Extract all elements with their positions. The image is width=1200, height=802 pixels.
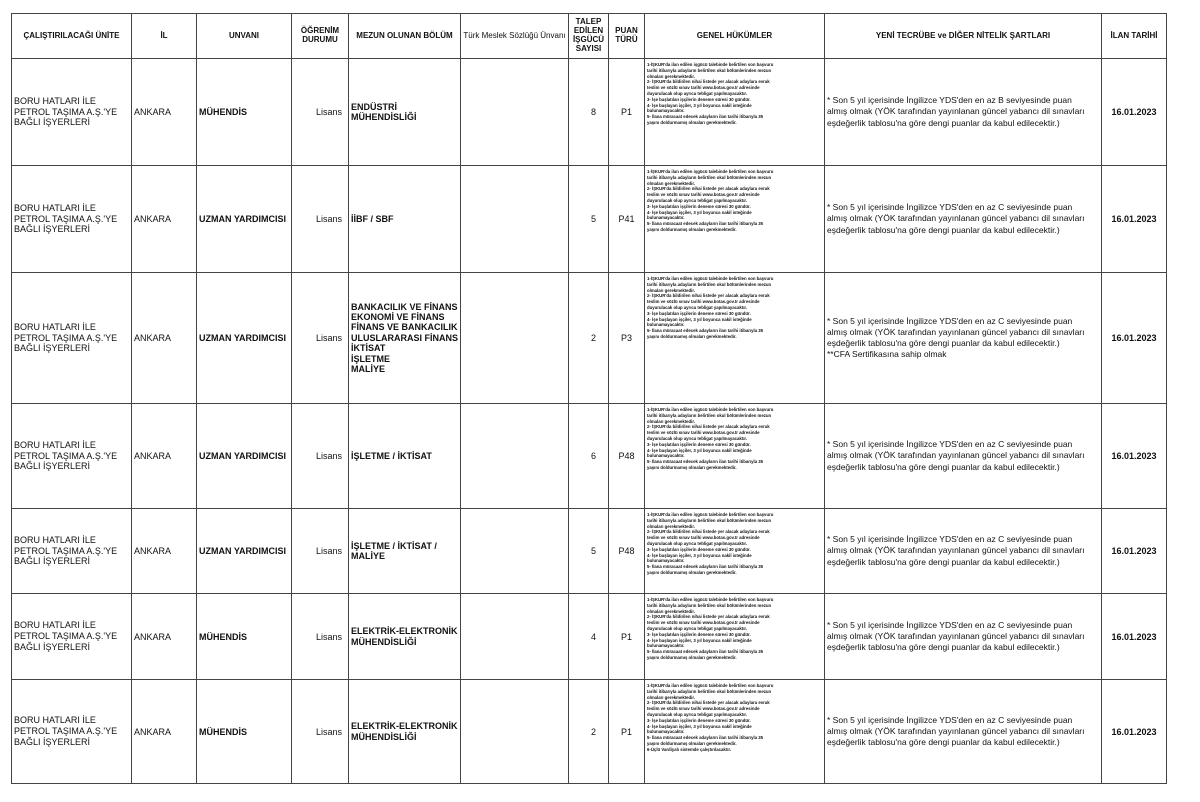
cell-meslek-sozlugu xyxy=(461,594,569,680)
cell-bolum: İİBF / SBF xyxy=(349,166,461,273)
table-row xyxy=(12,59,1167,166)
cell-talep: 5 xyxy=(569,509,609,594)
cell-puan: P41 xyxy=(609,166,645,273)
cell-puan: P48 xyxy=(609,509,645,594)
cell-bolum: BANKACILIK VE FİNANS EKONOMİ VE FİNANS FİNANS VE BANKACILIK ULUSLARARASI FİNANS İKTİSAT İŞLETME MALİYE xyxy=(349,273,461,404)
cell-talep: 6 xyxy=(569,404,609,509)
cell-yeni: * Son 5 yıl içerisinde İngilizce YDS'den en az C seviyesinde puan almış olmak (YÖK tarafından yayınlanan güncel yabancı dil sınavları eşdeğerlik tablosu'na göre dengi puanlar da kabul edilecektir.) xyxy=(825,404,1102,509)
cell-ogrenim: Lisans xyxy=(292,509,349,594)
cell-tarih: 16.01.2023 xyxy=(1102,404,1167,509)
cell-meslek-sozlugu xyxy=(461,509,569,594)
header-il: İL xyxy=(132,14,197,59)
cell-meslek-sozlugu xyxy=(461,273,569,404)
cell-tarih: 16.01.2023 xyxy=(1102,59,1167,166)
cell-unite: BORU HATLARI İLE PETROL TAŞIMA A.Ş.'YE BAĞLI İŞYERLERİ xyxy=(12,404,132,509)
cell-genel: 1-İŞKUR'da ilan edilen işgücü talebinde belirtilen son başvuru tarihi itibarıyla adayların belirtilen okul bölümlerinden mezun olmaları gerekmektedir. 2- İŞKUR'da bildirilen nihai listede yer alacak adaylara evrak teslim ve sözlü sınav tarihi www.botas.gov.tr adresinde duyurulacak olup ayrıca tebligat yapılmayacaktır. 3- İşe başlatılan işçilerin deneme süresi 30 gündür. 4- İşe başlayan işçiler, 3 yıl boyunca nakil isteğinde bulunamayacaktır. 5- İlana müracaat edecek adayların ilan tarihi itibarıyla 35 yaşını doldurmamış olmaları gerekmektedir. xyxy=(645,404,825,509)
cell-puan: P3 xyxy=(609,273,645,404)
cell-yeni: * Son 5 yıl içerisinde İngilizce YDS'den en az C seviyesinde puan almış olmak (YÖK tarafından yayınlanan güncel yabancı dil sınavları eşdeğerlik tablosu'na göre dengi puanlar da kabul edilecektir.) xyxy=(825,166,1102,273)
cell-talep: 4 xyxy=(569,594,609,680)
cell-bolum: ELEKTRİK-ELEKTRONİK MÜHENDİSLİĞİ xyxy=(349,680,461,784)
cell-bolum: İŞLETME / İKTİSAT / MALİYE xyxy=(349,509,461,594)
cell-genel: 1-İŞKUR'da ilan edilen işgücü talebinde belirtilen son başvuru tarihi itibarıyla adayların belirtilen okul bölümlerinden mezun olmaları gerekmektedir. 2- İŞKUR'da bildirilen nihai listede yer alacak adaylara evrak teslim ve sözlü sınav tarihi www.botas.gov.tr adresinde duyurulacak olup ayrıca tebligat yapılmayacaktır. 3- İşe başlatılan işçilerin deneme süresi 30 gündür. 4- İşe başlayan işçiler, 3 yıl boyunca nakil isteğinde bulunamayacaktır. 5- İlana müracaat edecek adayların ilan tarihi itibarıyla 35 yaşını doldurmamış olmaları gerekmektedir. xyxy=(645,509,825,594)
table-row xyxy=(12,166,1167,273)
cell-bolum: İŞLETME / İKTİSAT xyxy=(349,404,461,509)
cell-ogrenim: Lisans xyxy=(292,166,349,273)
cell-unite: BORU HATLARI İLE PETROL TAŞIMA A.Ş.'YE BAĞLI İŞYERLERİ xyxy=(12,59,132,166)
cell-yeni: * Son 5 yıl içerisinde İngilizce YDS'den en az C seviyesinde puan almış olmak (YÖK tarafından yayınlanan güncel yabancı dil sınavları eşdeğerlik tablosu'na göre dengi puanlar da kabul edilecektir.) **CFA Sertifikasına sahip olmak xyxy=(825,273,1102,404)
cell-tarih: 16.01.2023 xyxy=(1102,509,1167,594)
cell-il: ANKARA xyxy=(132,59,197,166)
cell-unite: BORU HATLARI İLE PETROL TAŞIMA A.Ş.'YE BAĞLI İŞYERLERİ xyxy=(12,680,132,784)
cell-il: ANKARA xyxy=(132,509,197,594)
cell-il: ANKARA xyxy=(132,404,197,509)
header-row xyxy=(12,14,1167,59)
cell-talep: 2 xyxy=(569,680,609,784)
cell-yeni: * Son 5 yıl içerisinde İngilizce YDS'den en az C seviyesinde puan almış olmak (YÖK tarafından yayınlanan güncel yabancı dil sınavları eşdeğerlik tablosu'na göre dengi puanlar da kabul edilecektir.) xyxy=(825,594,1102,680)
cell-il: ANKARA xyxy=(132,273,197,404)
cell-ogrenim: Lisans xyxy=(292,594,349,680)
cell-il: ANKARA xyxy=(132,166,197,273)
job-listing-table xyxy=(11,13,1167,784)
cell-meslek-sozlugu xyxy=(461,59,569,166)
cell-talep: 5 xyxy=(569,166,609,273)
cell-unvan: UZMAN YARDIMCISI xyxy=(197,404,292,509)
cell-bolum: ENDÜSTRİ MÜHENDİSLİĞİ xyxy=(349,59,461,166)
table-row xyxy=(12,404,1167,509)
job-listing-sheet xyxy=(11,13,1166,784)
cell-unvan: UZMAN YARDIMCISI xyxy=(197,509,292,594)
cell-ogrenim: Lisans xyxy=(292,404,349,509)
cell-meslek-sozlugu xyxy=(461,166,569,273)
cell-ogrenim: Lisans xyxy=(292,680,349,784)
cell-yeni: * Son 5 yıl içerisinde İngilizce YDS'den en az C seviyesinde puan almış olmak (YÖK tarafından yayınlanan güncel yabancı dil sınavları eşdeğerlik tablosu'na göre dengi puanlar da kabul edilecektir.) xyxy=(825,680,1102,784)
cell-unvan: UZMAN YARDIMCISI xyxy=(197,273,292,404)
cell-genel: 1-İŞKUR'da ilan edilen işgücü talebinde belirtilen son başvuru tarihi itibarıyla adayların belirtilen okul bölümlerinden mezun olmaları gerekmektedir. 2- İŞKUR'da bildirilen nihai listede yer alacak adaylara evrak teslim ve sözlü sınav tarihi www.botas.gov.tr adresinde duyurulacak olup ayrıca tebligat yapılmayacaktır. 3- İşe başlatılan işçilerin deneme süresi 30 gündür. 4- İşe başlayan işçiler, 3 yıl boyunca nakil isteğinde bulunamayacaktır. 5- İlana müracaat edecek adayların ilan tarihi itibarıyla 35 yaşını doldurmamış olmaları gerekmektedir. 6-Üçlü Vardiyalı sistemde çalıştırılacaktır. xyxy=(645,680,825,784)
cell-ogrenim: Lisans xyxy=(292,59,349,166)
header-meslek-sozlugu: Türk Meslek Sözlüğü Ünvanı xyxy=(461,14,569,59)
cell-puan: P1 xyxy=(609,59,645,166)
cell-unite: BORU HATLARI İLE PETROL TAŞIMA A.Ş.'YE BAĞLI İŞYERLERİ xyxy=(12,273,132,404)
header-ogrenim: ÖĞRENİM DURUMU xyxy=(292,14,349,59)
cell-ogrenim: Lisans xyxy=(292,273,349,404)
header-unite: ÇALIŞTIRILACAĞI ÜNİTE xyxy=(12,14,132,59)
cell-yeni: * Son 5 yıl içerisinde İngilizce YDS'den en az B seviyesinde puan almış olmak (YÖK tarafından yayınlanan güncel yabancı dil sınavları eşdeğerlik tablosu'na göre dengi puanlar da kabul edilecektir.) xyxy=(825,59,1102,166)
table-row xyxy=(12,594,1167,680)
cell-genel: 1-İŞKUR'da ilan edilen işgücü talebinde belirtilen son başvuru tarihi itibarıyla adayların belirtilen okul bölümlerinden mezun olmaları gerekmektedir. 2- İŞKUR'da bildirilen nihai listede yer alacak adaylara evrak teslim ve sözlü sınav tarihi www.botas.gov.tr adresinde duyurulacak olup ayrıca tebligat yapılmayacaktır. 3- İşe başlatılan işçilerin deneme süresi 30 gündür. 4- İşe başlayan işçiler, 3 yıl boyunca nakil isteğinde bulunamayacaktır. 5- İlana müracaat edecek adayların ilan tarihi itibarıyla 35 yaşını doldurmamış olmaları gerekmektedir. xyxy=(645,594,825,680)
cell-unite: BORU HATLARI İLE PETROL TAŞIMA A.Ş.'YE BAĞLI İŞYERLERİ xyxy=(12,166,132,273)
header-talep: TALEP EDİLEN İŞGÜCÜ SAYISI xyxy=(569,14,609,59)
cell-unite: BORU HATLARI İLE PETROL TAŞIMA A.Ş.'YE BAĞLI İŞYERLERİ xyxy=(12,509,132,594)
cell-tarih: 16.01.2023 xyxy=(1102,166,1167,273)
cell-il: ANKARA xyxy=(132,680,197,784)
cell-puan: P48 xyxy=(609,404,645,509)
cell-unvan: MÜHENDİS xyxy=(197,680,292,784)
cell-il: ANKARA xyxy=(132,594,197,680)
header-tarih: İLAN TARİHİ xyxy=(1102,14,1167,59)
cell-talep: 8 xyxy=(569,59,609,166)
cell-genel: 1-İŞKUR'da ilan edilen işgücü talebinde belirtilen son başvuru tarihi itibarıyla adayların belirtilen okul bölümlerinden mezun olmaları gerekmektedir. 2- İŞKUR'da bildirilen nihai listede yer alacak adaylara evrak teslim ve sözlü sınav tarihi www.botas.gov.tr adresinde duyurulacak olup ayrıca tebligat yapılmayacaktır. 3- İşe başlatılan işçilerin deneme süresi 30 gündür. 4- İşe başlayan işçiler, 3 yıl boyunca nakil isteğinde bulunamayacaktır. 5- İlana müracaat edecek adayların ilan tarihi itibarıyla 35 yaşını doldurmamış olmaları gerekmektedir. xyxy=(645,166,825,273)
table-row xyxy=(12,273,1167,404)
header-unvan: UNVANI xyxy=(197,14,292,59)
header-puan: PUAN TÜRÜ xyxy=(609,14,645,59)
cell-unvan: MÜHENDİS xyxy=(197,59,292,166)
cell-unvan: MÜHENDİS xyxy=(197,594,292,680)
cell-genel: 1-İŞKUR'da ilan edilen işgücü talebinde belirtilen son başvuru tarihi itibarıyla adayların belirtilen okul bölümlerinden mezun olmaları gerekmektedir. 2- İŞKUR'da bildirilen nihai listede yer alacak adaylara evrak teslim ve sözlü sınav tarihi www.botas.gov.tr adresinde duyurulacak olup ayrıca tebligat yapılmayacaktır. 3- İşe başlatılan işçilerin deneme süresi 30 gündür. 4- İşe başlayan işçiler, 3 yıl boyunca nakil isteğinde bulunamayacaktır. 5- İlana müracaat edecek adayların ilan tarihi itibarıyla 35 yaşını doldurmamış olmaları gerekmektedir. xyxy=(645,59,825,166)
header-genel: GENEL HÜKÜMLER xyxy=(645,14,825,59)
cell-talep: 2 xyxy=(569,273,609,404)
cell-puan: P1 xyxy=(609,594,645,680)
table-row xyxy=(12,680,1167,784)
header-bolum: MEZUN OLUNAN BÖLÜM xyxy=(349,14,461,59)
cell-genel: 1-İŞKUR'da ilan edilen işgücü talebinde belirtilen son başvuru tarihi itibarıyla adayların belirtilen okul bölümlerinden mezun olmaları gerekmektedir. 2- İŞKUR'da bildirilen nihai listede yer alacak adaylara evrak teslim ve sözlü sınav tarihi www.botas.gov.tr adresinde duyurulacak olup ayrıca tebligat yapılmayacaktır. 3- İşe başlatılan işçilerin deneme süresi 30 gündür. 4- İşe başlayan işçiler, 3 yıl boyunca nakil isteğinde bulunamayacaktır. 5- İlana müracaat edecek adayların ilan tarihi itibarıyla 35 yaşını doldurmamış olmaları gerekmektedir. xyxy=(645,273,825,404)
cell-bolum: ELEKTRİK-ELEKTRONİK MÜHENDİSLİĞİ xyxy=(349,594,461,680)
cell-meslek-sozlugu xyxy=(461,680,569,784)
cell-unite: BORU HATLARI İLE PETROL TAŞIMA A.Ş.'YE BAĞLI İŞYERLERİ xyxy=(12,594,132,680)
cell-meslek-sozlugu xyxy=(461,404,569,509)
cell-tarih: 16.01.2023 xyxy=(1102,273,1167,404)
table-row xyxy=(12,509,1167,594)
header-yeni: YENİ TECRÜBE ve DİĞER NİTELİK ŞARTLARI xyxy=(825,14,1102,59)
cell-puan: P1 xyxy=(609,680,645,784)
cell-tarih: 16.01.2023 xyxy=(1102,680,1167,784)
cell-unvan: UZMAN YARDIMCISI xyxy=(197,166,292,273)
cell-tarih: 16.01.2023 xyxy=(1102,594,1167,680)
cell-yeni: * Son 5 yıl içerisinde İngilizce YDS'den en az C seviyesinde puan almış olmak (YÖK tarafından yayınlanan güncel yabancı dil sınavları eşdeğerlik tablosu'na göre dengi puanlar da kabul edilecektir.) xyxy=(825,509,1102,594)
